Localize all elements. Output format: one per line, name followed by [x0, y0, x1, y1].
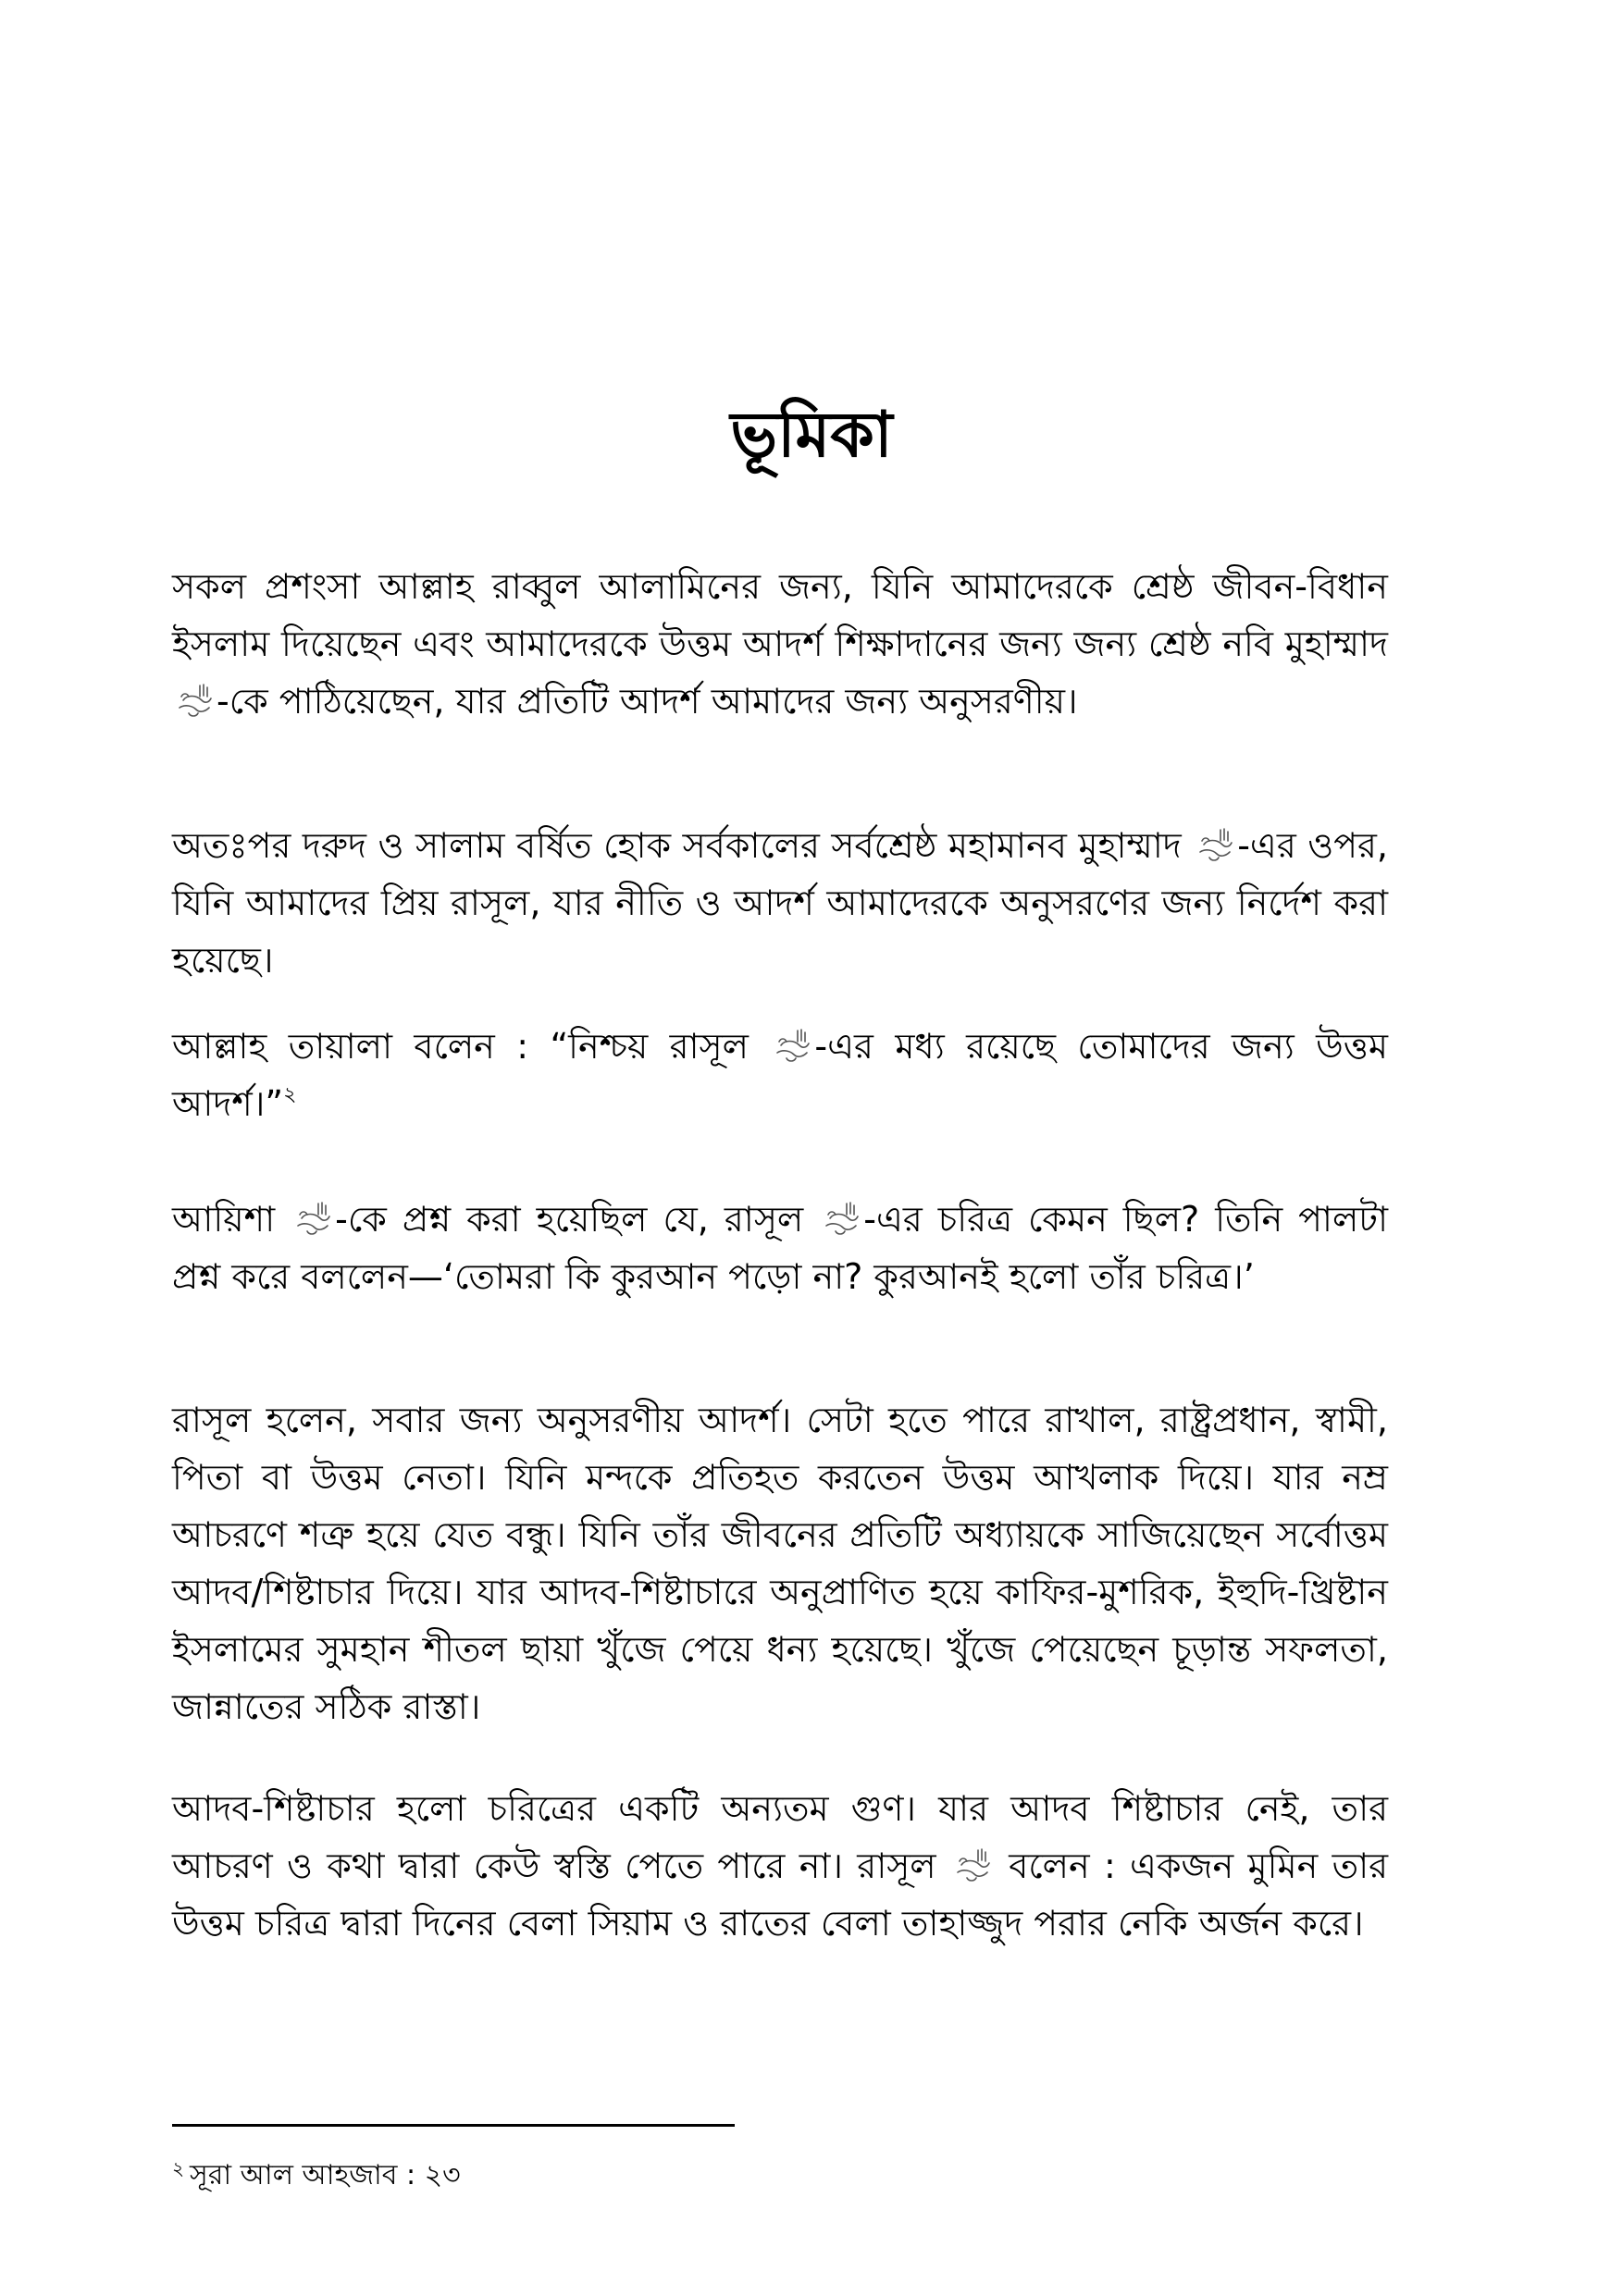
salallahu-alaihi-wasallam-icon	[821, 1200, 861, 1237]
paragraph-text: বলেন : একজন মুমিন তার উত্তম চরিত্র দ্বারা দিনের বেলা সিয়াম ও রাতের বেলা তাহাজ্জুদ পরার নেকি অর্জন করে।	[172, 1845, 1388, 1944]
paragraph-text: -কে পাঠিয়েছেন, যার প্রতিটি আদর্শ আমাদের জন্য অনুসরণীয়।	[217, 681, 1078, 722]
page-title: ভূমিকা	[730, 398, 893, 472]
paragraph-text: আল্লাহ তায়ালা বলেন : “নিশ্চয় রাসূল	[172, 1026, 771, 1067]
paragraph-6	[172, 1780, 1388, 1952]
salallahu-alaihi-wasallam-icon	[174, 682, 215, 719]
paragraph-text: -এর মধ্য রয়েছে তোমাদের জন্য উত্তম আদর্শ।”	[172, 1026, 1388, 1124]
radiallahu-anha-icon	[292, 1200, 333, 1237]
salallahu-alaihi-wasallam-icon	[1195, 826, 1235, 863]
paragraph-5	[172, 1391, 1388, 1735]
paragraph-text: সকল প্রশংসা আল্লাহ রাব্বুল আলামিনের জন্য, যিনি আমাদেরকে শ্রেষ্ঠ জীবন-বিধান ইসলাম দিয়েছেন এবং আমাদেরকে উত্তম আদর্শ শিক্ষাদানের জন্য জন্য শ্রেষ্ঠ নবি মুহাম্মাদ	[172, 566, 1388, 664]
paragraph-text: আয়িশা	[172, 1199, 291, 1240]
paragraph-1	[172, 558, 1388, 730]
salallahu-alaihi-wasallam-icon	[952, 1846, 993, 1883]
paragraph-text: -এর ওপর, যিনি আমাদের প্রিয় রাসূল, যার নীতি ও আদর্শ আমাদেরকে অনুসরণের জন্য নির্দেশ করা হয়েছে।	[172, 825, 1388, 981]
footnote	[172, 2148, 461, 2196]
footnote-text: সূরা আল আহজাব : ২৩	[190, 2159, 461, 2191]
footnote-number: ২	[172, 2157, 185, 2179]
footnote-reference: ২	[283, 1083, 297, 1106]
paragraph-text: অতঃপর দরুদ ও সালাম বর্ষিত হোক সর্বকালের সর্বশ্রেষ্ঠ মহামানব মুহাম্মাদ	[172, 825, 1194, 866]
paragraph-4	[172, 1191, 1388, 1305]
paragraph-text: রাসূল হলেন, সবার জন্য অনুসরণীয় আদর্শ। সেটা হতে পারে রাখাল, রাষ্ট্রপ্রধান, স্বামী, পিতা বা উত্তম নেতা। যিনি মন্দকে প্রতিহত করতেন উত্তম আখলাক দিয়ে। যার নম্র আচরণে শত্রু হয়ে যেত বন্ধু। যিনি তাঁর জীবনের প্রতিটি অধ্যায়কে সাজিয়েছেন সর্বোত্তম আদব/শিষ্টাচার দিয়ে। যার আদব-শিষ্টাচারে অনুপ্রাণিত হয়ে কাফির-মুশরিক, ইহুদি-খ্রিষ্টান ইসলামের সুমহান শীতল ছায়া খুঁজে পেয়ে ধন্য হয়েছে। খুঁজে পেয়েছেন চূড়ান্ত সফলতা, জান্নাতের সঠিক রাস্তা।	[172, 1400, 1388, 1727]
salallahu-alaihi-wasallam-icon	[772, 1027, 812, 1064]
paragraph-text: আদব-শিষ্টাচার হলো চরিত্রের একটি অন্যতম গুণ। যার আদব শিষ্টাচার নেই, তার আচরণ ও কথা দ্বারা কেউ স্বস্তি পেতে পারে না। রাসূল	[172, 1788, 1388, 1886]
paragraph-3	[172, 1018, 1388, 1132]
footnote-separator	[172, 2124, 735, 2127]
paragraph-text: -কে প্রশ্ন করা হয়েছিল যে, রাসূল	[335, 1199, 820, 1240]
paragraph-2	[172, 817, 1388, 989]
paragraph-text: -এর চরিত্র কেমন ছিল? তিনি পালটা প্রশ্ন করে বললেন—‘তোমরা কি কুরআন পড়ো না? কুরআনই হলো তাঁর চরিত্র।’	[172, 1199, 1388, 1297]
